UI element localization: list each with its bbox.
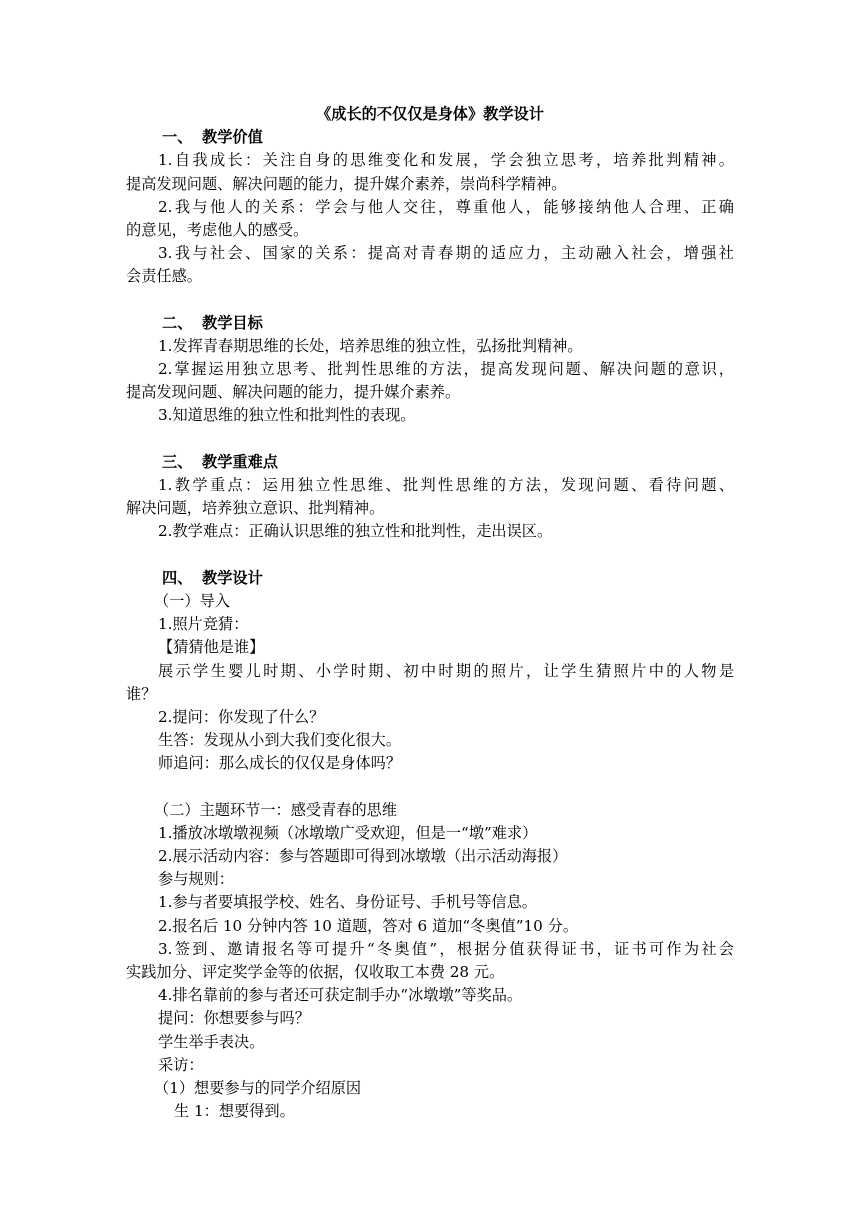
blank-line [126,289,734,312]
paragraph-line: 2.报名后 10 分钟内答 10 道题，答对 6 道加“冬奥值”10 分。 [158,916,579,935]
paragraph-line: 生答：发现从小到大我们变化很大。 [158,731,401,750]
section-number: 三、 [162,452,193,471]
section-title: 教学目标 [202,313,263,332]
subsection-title: （二）主题环节一：感受青春的思维 [154,800,397,819]
paragraph-line: 1.教学重点：运用独立性思维、批判性思维的方法，发现问题、看待问题、 [158,476,734,494]
section-title: 教学重难点 [202,452,278,471]
paragraph-line: 1.参与者要填报学校、姓名、身份证号、手机号等信息。 [158,893,537,912]
paragraph-line: （1）想要参与的同学介绍原因 [154,1078,362,1097]
paragraph-line: 1.播放冰墩墩视频（冰墩墩广受欢迎，但是一“墩”难求） [158,823,538,842]
paragraph-line: 师追问：那么成长的仅仅是身体吗？ [158,754,401,773]
section-number: 四、 [162,568,193,587]
paragraph-line: 提问：你想要参与吗？ [158,1009,310,1028]
section-heading-value [126,126,734,149]
paragraph-line: 生 1：想要得到。 [174,1102,295,1121]
paragraph-line: 解决问题，培养独立意识、批判精神。 [126,499,385,518]
paragraph-line: 1.发挥青春期思维的长处，培养思维的独立性，弘扬批判精神。 [158,336,583,355]
paragraph-line: 3.签到、邀请报名等可提升“冬奥值”，根据分值获得证书，证书可作为社会 [158,939,734,958]
paragraph-line: 提高发现问题、解决问题的能力，提升媒介素养，崇尚科学精神。 [126,174,567,193]
blank-line [126,428,734,451]
document-title: 《成长的不仅仅是身体》教学设计 [316,105,544,123]
paragraph-line: 谁？ [126,684,157,703]
subsection-title: （一）导入 [154,591,230,610]
paragraph-line: 1.照片竞猜： [158,615,249,634]
activity-title: 【猜猜他是谁】 [158,638,265,657]
paragraph-line: 3.知道思维的独立性和批判性的表现。 [158,406,416,425]
paragraph-line: 2.教学难点：正确认识思维的独立性和批判性，走出误区。 [158,522,553,541]
paragraph-line: 会责任感。 [126,267,202,286]
paragraph-line: 2.掌握运用独立思考、批判性思维的方法，提高发现问题、解决问题的意识， [158,360,734,379]
paragraph-line: 学生举手表决。 [158,1032,265,1051]
paragraph-line: 4.排名靠前的参与者还可获定制手办“冰墩墩”等奖品。 [158,986,523,1005]
paragraph-line: 参与规则： [158,870,234,889]
paragraph-line: 实践加分、评定奖学金等的依据，仅收取工本费 28 元。 [126,962,505,981]
section-number: 二、 [162,313,193,332]
blank-line [126,775,734,798]
section-title: 教学设计 [202,568,263,587]
paragraph-line: 3.我与社会、国家的关系：提高对青春期的适应力，主动融入社会，增强社 [158,244,734,263]
section-heading-design [126,567,734,590]
section-heading-objectives [126,312,734,335]
document-page [126,103,734,1123]
paragraph-line: 2.展示活动内容：参与答题即可得到冰墩墩（出示活动海报） [158,847,568,865]
paragraph-line: 展示学生婴儿时期、小学时期、初中时期的照片，让学生猜照片中的人物是 [158,661,734,680]
paragraph-line: 2.我与他人的关系：学会与他人交往，尊重他人，能够接纳他人合理、正确 [158,197,734,216]
paragraph-line: 提高发现问题、解决问题的能力，提升媒介素养。 [126,383,461,402]
section-heading-key-points [126,451,734,474]
paragraph-line: 采访： [158,1055,204,1074]
paragraph-line: 2.提问：你发现了什么？ [158,707,325,726]
paragraph-line: 1.自我成长：关注自身的思维变化和发展，学会独立思考，培养批判精神。 [158,151,734,170]
section-title: 教学价值 [202,128,263,147]
blank-line [126,544,734,567]
paragraph-line: 的意见，考虑他人的感受。 [126,220,309,239]
section-number: 一、 [162,128,193,147]
